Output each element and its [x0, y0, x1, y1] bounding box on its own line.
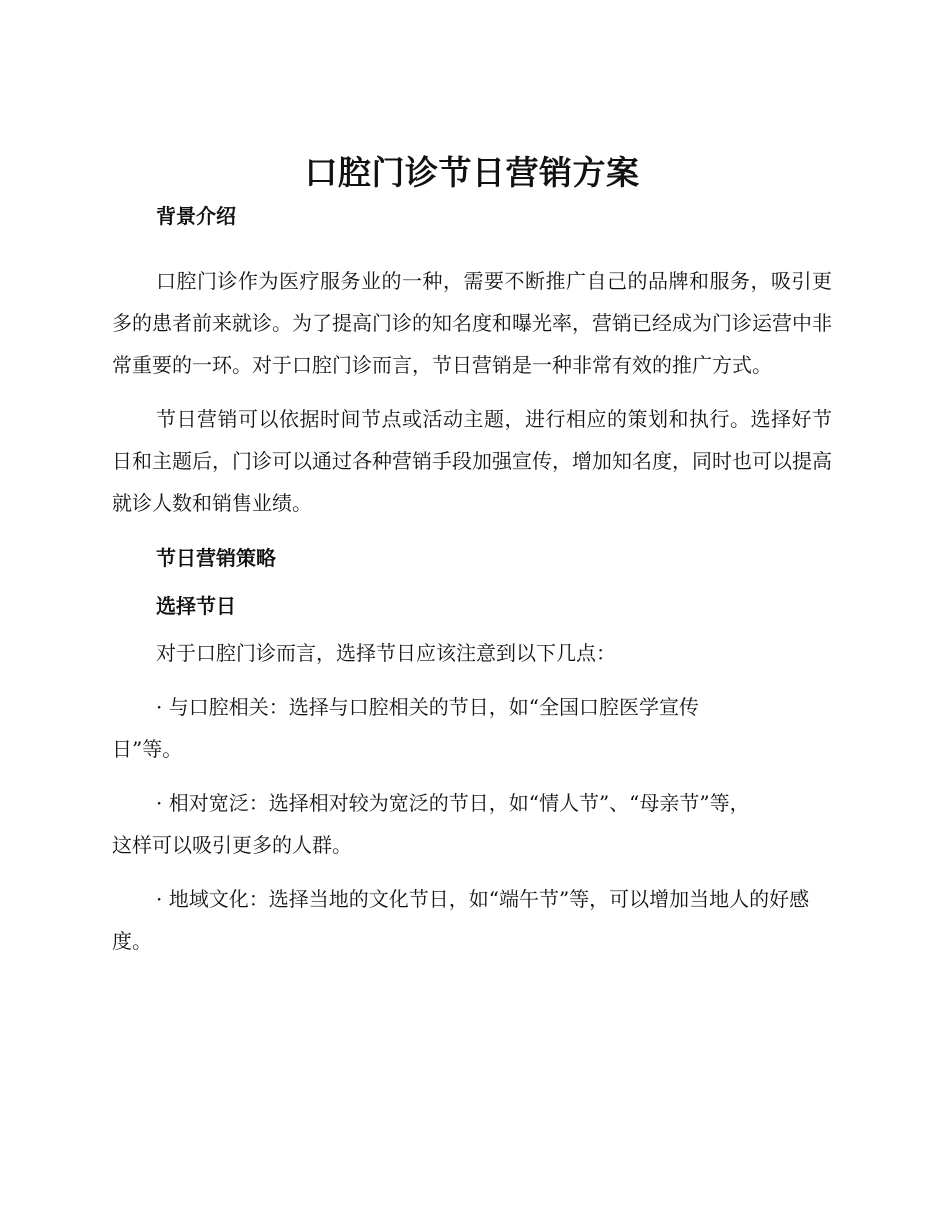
bullet-item-broad-festivals: · 相对宽泛：选择相对较为宽泛的节日，如“情人节”、“母亲节”等，这样可以吸引更多的人群。: [112, 791, 750, 857]
section-heading-background: 背景介绍: [156, 204, 236, 228]
spacer: [112, 386, 832, 398]
bullet-item-oral-related: · 与口腔相关：选择与口腔相关的节日，如“全国口腔医学宣传日”等。: [112, 695, 699, 761]
paragraph-background-2: 节日营销可以依据时间节点或活动主题，进行相应的策划和执行。选择好节日和主题后，门诊可以通过各种营销手段加强宣传，增加知名度，同时也可以提高就诊人数和销售业绩。: [112, 407, 832, 515]
subsection-heading-choose-festival: 选择节日: [156, 594, 236, 618]
paragraph-background-1: 口腔门诊作为医疗服务业的一种，需要不断推广自己的品牌和服务，吸引更多的患者前来就诊。为了提高门诊的知名度和曝光率，营销已经成为门诊运营中非常重要的一环。对于口腔门诊而言，节日营销是一种非常有效的推广方式。: [112, 269, 832, 377]
bullet-item-regional-culture: · 地域文化：选择当地的文化节日，如“端午节”等，可以增加当地人的好感度。: [112, 887, 810, 953]
document-title: 口腔门诊节日营销方案: [304, 153, 640, 192]
spacer: [112, 866, 832, 878]
paragraph-choose-intro: 对于口腔门诊而言，选择节日应该注意到以下几点：: [156, 641, 616, 665]
spacer: [112, 770, 832, 782]
spacer: [112, 620, 832, 632]
spacer: [112, 572, 832, 592]
spacer: [112, 674, 832, 686]
spacer: [112, 524, 832, 544]
spacer: [112, 230, 832, 260]
document-page: [112, 150, 832, 962]
section-heading-strategy: 节日营销策略: [156, 546, 276, 570]
